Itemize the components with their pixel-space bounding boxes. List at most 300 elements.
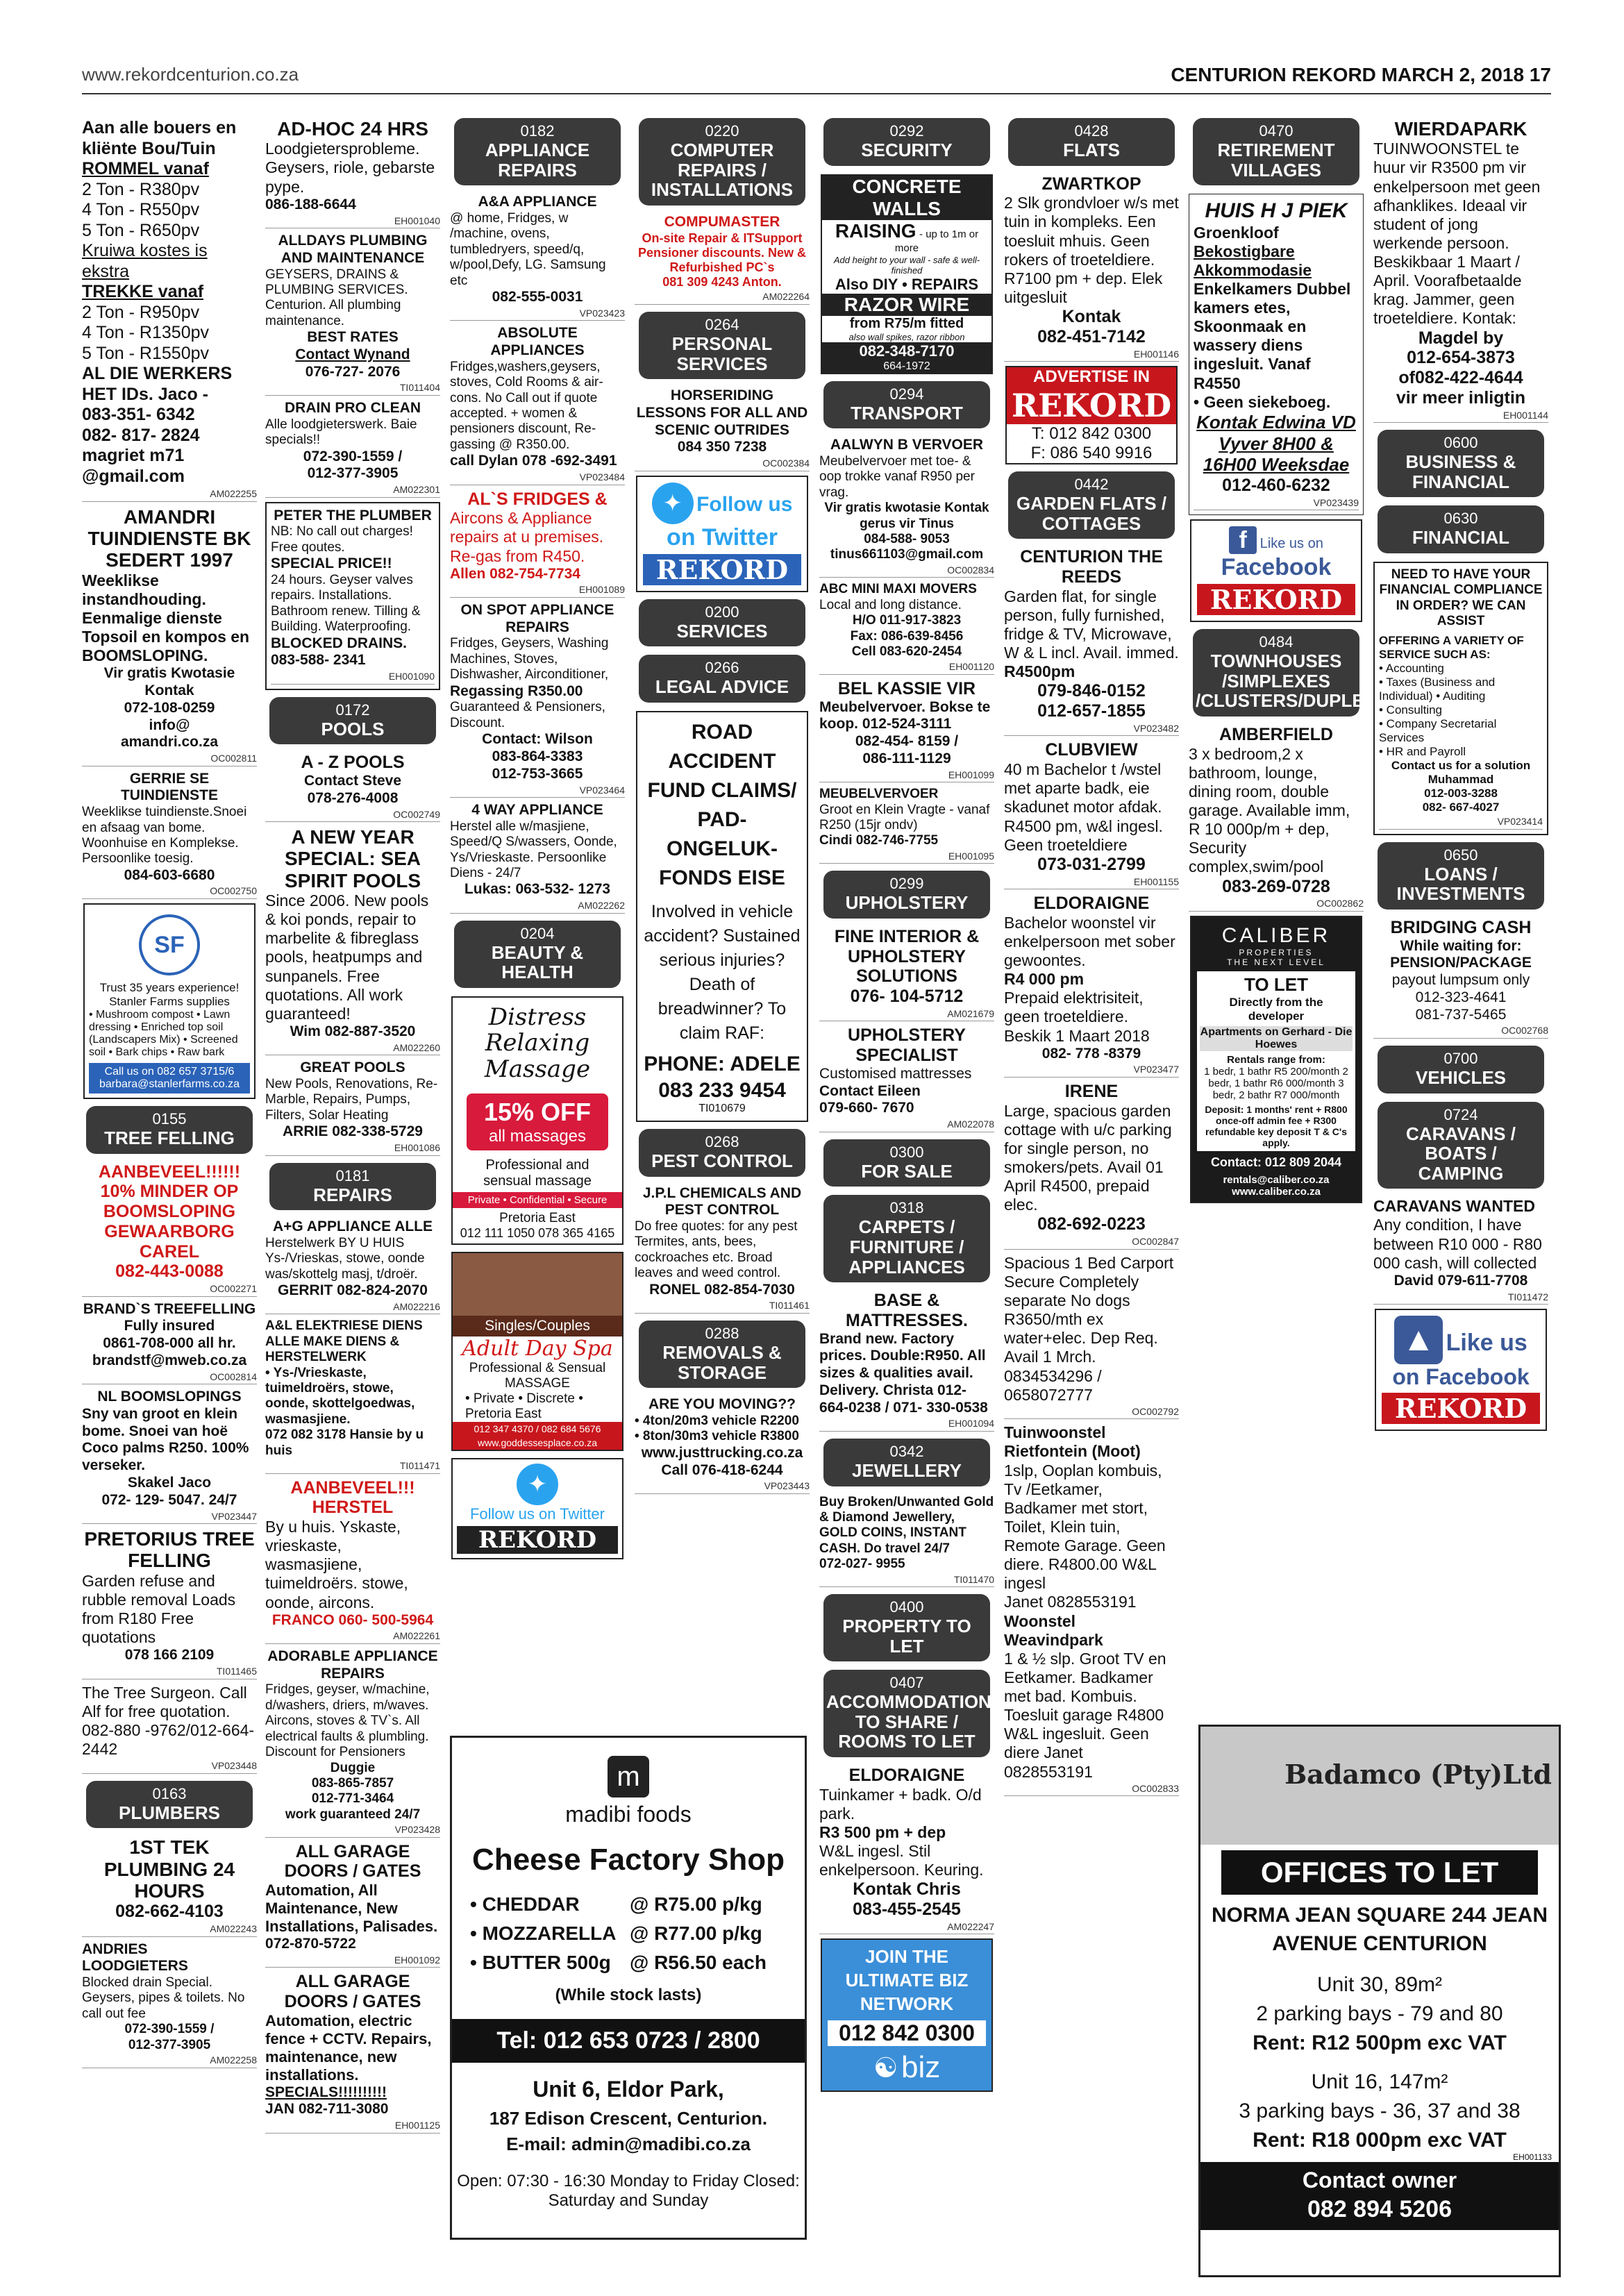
ad-title: 4 WAY APPLIANCE xyxy=(471,802,603,819)
ad-alldays xyxy=(265,233,440,396)
ad-sub: Contact Wynand xyxy=(295,346,410,362)
ad-text: • Ys-/Vrieskaste, tuimeldroërs, stowe, oonde, skottelgoedwas, wasmasjiene. xyxy=(265,1365,415,1427)
ad-spa-name: Adult Day Spa xyxy=(462,1336,613,1361)
section-number: 0264 xyxy=(705,316,739,333)
ad-title: A+G APPLIANCE ALLE xyxy=(272,1218,433,1235)
section-0182 xyxy=(454,118,621,185)
ad-wierdapark xyxy=(1373,118,1548,423)
section-number: 0407 xyxy=(889,1674,924,1692)
ad-ref: AM022258 xyxy=(82,2054,257,2068)
rekord-logo: REKORD xyxy=(1197,584,1355,615)
ad-badamco xyxy=(1198,1725,1561,2277)
ad-text: Alle loodgieterswerk. Baie specials!! xyxy=(265,417,417,448)
ad-gerrie xyxy=(82,771,257,899)
ad-title: Tuinwoonstel Rietfontein (Moot) xyxy=(1004,1423,1141,1461)
section-heading: TRANSPORT xyxy=(851,402,963,424)
ad-ref: EH001099 xyxy=(819,769,994,783)
ad-sub: TREKKE vanaf xyxy=(82,282,204,301)
section-0400 xyxy=(823,1594,990,1661)
ad-ref: VP023414 xyxy=(1379,816,1543,830)
ad-sub: Kontak Edwina VD Vyver 8H00 & 16H00 Weeksdae xyxy=(1196,411,1356,476)
ad-title: A NEW YEAR SPECIAL: SEA SPIRIT POOLS xyxy=(284,826,421,891)
ad-contact: Kontak 082-451-7142 xyxy=(1037,307,1146,346)
ad-text: Weeklikse tuindienste.Snoei en afsaag van bome. Woonhuise en Komplekse. Persoonlike toesig. xyxy=(82,805,247,866)
ad-concrete-walls xyxy=(821,174,993,374)
product-price: @ R77.00 p/kg xyxy=(630,1922,762,1944)
section-heading: POOLS xyxy=(321,718,385,739)
ad-ref: EH001155 xyxy=(1004,876,1179,890)
ad-contact: 072-390-1559 / 012-377-3905 xyxy=(303,448,403,482)
ad-jpl-chemicals xyxy=(635,1185,810,1314)
ad-ref: TI011471 xyxy=(265,1460,440,1474)
ad-ref: EH001040 xyxy=(265,215,440,229)
ad-text: On-site Repair & ITSupport Pensioner discounts. New & Refurbished PC`s xyxy=(637,231,807,275)
section-number: 0163 xyxy=(152,1784,187,1802)
section-heading: PROPERTY TO LET xyxy=(842,1616,971,1657)
ad-contact: Lukas: 063-532- 1273 xyxy=(464,881,611,898)
section-number: 0484 xyxy=(1259,633,1294,651)
ad-az-pools xyxy=(265,753,440,822)
ad-ref: EH001095 xyxy=(819,850,994,864)
ad-ref: AM022247 xyxy=(819,1921,994,1935)
ad-contact: 072 082 3178 Hansie by u huis xyxy=(265,1427,424,1458)
column-6 xyxy=(1004,118,1179,2277)
ad-text: Loodgietersprobleme. Geysers, riole, gebarste pype. xyxy=(265,140,435,196)
ad-title: ALL GARAGE DOORS / GATES xyxy=(284,1972,421,2012)
badamco-title: OFFICES TO LET xyxy=(1221,1850,1538,1895)
ad-text: 2 Slk grondvloer w/s met tuin in kompleks. Een toesluit mhuis. Geen rokers of troeteldiere. R7100 pm + dep. Elek uitgesluit xyxy=(1004,194,1179,306)
section-0299 xyxy=(823,871,990,919)
ad-title: Woonstel Weavindpark xyxy=(1004,1611,1103,1649)
ad-title: FINE INTERIOR & UPHOLSTERY SOLUTIONS xyxy=(834,926,980,987)
section-0288 xyxy=(639,1321,805,1388)
product-name: • CHEDDAR xyxy=(470,1893,580,1915)
ad-contact: 012 347 4370 / 082 684 5676 xyxy=(453,1422,622,1436)
ad-title: PETER THE PLUMBER xyxy=(274,507,432,523)
ad-great-pools xyxy=(265,1059,440,1155)
ad-ref: OC002768 xyxy=(1373,1025,1548,1039)
ad-the-reeds xyxy=(1004,547,1179,736)
madibi-price-row xyxy=(470,1919,805,1948)
ad-web: rentals@caliber.co.za www.caliber.co.za xyxy=(1223,1173,1330,1198)
ad-title: ELDORAIGNE xyxy=(1033,894,1150,914)
ad-bold: Contact Eileen xyxy=(819,1082,921,1099)
building-photo xyxy=(1200,1727,1559,1845)
section-0300 xyxy=(823,1139,990,1187)
section-number: 0470 xyxy=(1259,122,1294,140)
ad-bold: BLOCKED DRAINS. xyxy=(271,635,408,651)
ad-eldoraigne-flat xyxy=(1004,894,1179,1078)
ad-contact: Cindi 082-746-7755 xyxy=(819,833,939,848)
ad-absolute xyxy=(450,325,625,485)
ad-horseriding xyxy=(635,387,810,471)
ad-text: ADVERTISE IN xyxy=(1007,367,1176,387)
ad-goddesses-spa xyxy=(451,1252,623,1451)
section-heading: PLUMBERS xyxy=(119,1802,220,1823)
ad-bold: R4 000 pm xyxy=(1004,970,1085,989)
ad-ref: VP023448 xyxy=(82,1760,257,1774)
section-number: 0299 xyxy=(889,875,924,893)
ad-text: 2 Ton - R380pv 4 Ton - R550pv 5 Ton - R650pv xyxy=(82,179,200,240)
section-heading: FOR SALE xyxy=(861,1160,953,1182)
ad-text: Directly from the developer xyxy=(1229,995,1323,1023)
ad-title: CARAVANS WANTED xyxy=(1373,1197,1535,1216)
ad-contact: JAN 082-711-3080 xyxy=(265,2101,389,2118)
ad-al-elektriese xyxy=(265,1318,440,1473)
ad-ref: OC002792 xyxy=(1004,1406,1179,1420)
madibi-price-row xyxy=(470,1890,805,1919)
section-heading: BEAUTY & HEALTH xyxy=(491,941,584,983)
madibi-logo-text: madibi foods xyxy=(565,1802,692,1827)
section-0155 xyxy=(86,1106,253,1154)
madibi-logo-icon: m xyxy=(608,1756,649,1798)
ad-text: Do free quotes: for any pest Termites, ants, bees, cockroaches etc. Broad leaves and weed control. xyxy=(635,1219,798,1281)
ad-aa-appliance xyxy=(450,194,625,321)
ad-ref: AM022255 xyxy=(82,488,257,502)
madibi-email: E-mail: admin@madibi.co.za xyxy=(506,2134,751,2154)
ad-title: 1ST TEK PLUMBING 24 HOURS xyxy=(103,1836,235,1902)
ad-title: J.P.L CHEMICALS AND PEST CONTROL xyxy=(642,1184,802,1218)
ad-ref: EH001146 xyxy=(1004,349,1179,362)
ad-location: Pretoria East xyxy=(499,1211,576,1226)
ad-spacious-bed xyxy=(1004,1254,1179,1420)
column-4 xyxy=(635,118,810,1715)
ad-title: AMANDRI TUINDIENSTE BK SEDERT 1997 xyxy=(87,505,251,571)
ad-contact: Wim 082-887-3520 xyxy=(290,1023,416,1039)
ad-contact: Skakel Jaco 072- 129- 5047. 24/7 xyxy=(101,1475,237,1508)
ad-advertise-rekord xyxy=(1005,366,1178,464)
ad-contact: Vir gratis kwotasie Kontak gerus vir Tinus 084-588- 9053 tinus661103@gmail.com xyxy=(824,501,989,562)
section-number: 0204 xyxy=(520,924,555,942)
section-heading: REPAIRS xyxy=(313,1184,392,1205)
column-7 xyxy=(1189,118,1400,1715)
ad-text: 40 m Bachelor t /wstel met aparte badk, eie skadunet motor afdak. R4500 pm, w&l ingesl. Geen troeteldiere xyxy=(1004,760,1163,854)
ad-brands xyxy=(82,1301,257,1385)
ad-text: Herstelwerk BY U HUIS Ys-/Vrieskas, stowe, oonde was/skottelg masj, t/droër. xyxy=(265,1235,425,1282)
section-number: 0300 xyxy=(889,1143,924,1161)
section-number: 0294 xyxy=(889,385,924,403)
ad-bold: Brand new. Factory prices. Double:R950. All sizes & qualities avail. Delivery. Christa 012-664-0238 / 071- 330-0538 xyxy=(819,1330,988,1416)
ad-text: Like us xyxy=(1446,1330,1527,1357)
ad-ref: VP023447 xyxy=(82,1511,257,1525)
ad-contact: 082-454- 8159 / 086-111-1129 xyxy=(855,733,959,766)
ad-title: HORSERIDING LESSONS FOR ALL AND SCENIC OUTRIDES xyxy=(636,387,808,438)
ad-contact: 012 111 1050 078 365 4165 xyxy=(460,1226,615,1241)
product-name: • BUTTER 500g xyxy=(470,1952,611,1973)
ad-contact: Contact us for a solution Muhammad 012-003-3288 082- 667-4027 xyxy=(1391,758,1531,814)
ad-bel-kassie xyxy=(819,679,994,782)
ad-ag-appliance xyxy=(265,1218,440,1314)
madibi-unit: Unit 6, Eldor Park, xyxy=(533,2077,724,2102)
section-number: 0318 xyxy=(889,1199,924,1217)
section-heading: REMOVALS & STORAGE xyxy=(662,1341,782,1383)
ad-rommel xyxy=(82,118,257,502)
ad-contact: www.justtrucking.co.za Call 076-418-6244 xyxy=(641,1444,803,1478)
section-0342 xyxy=(823,1439,990,1486)
badamco-unit: Unit 30, 89m² xyxy=(1316,1973,1443,1996)
ad-huis-hj-piek xyxy=(1189,194,1364,515)
rekord-logo: REKORD xyxy=(1382,1393,1540,1424)
ad-sub: SPECIALS!!!!!!!!!! xyxy=(265,2084,387,2100)
ad-title: RAZOR WIRE xyxy=(822,294,991,316)
ad-contact: 082- 778 -8379 xyxy=(1041,1045,1141,1062)
section-number: 0182 xyxy=(520,122,555,140)
section-0724 xyxy=(1378,1102,1544,1189)
ad-phone: 082-662-4103 xyxy=(115,1902,224,1922)
thumbs-up-icon: ▲ xyxy=(1394,1316,1443,1364)
ad-ref: AM022264 xyxy=(635,291,810,305)
ad-title: A&A APPLIANCE xyxy=(478,194,597,210)
ad-phone: 664-1972 xyxy=(822,360,991,373)
ad-contact: 079-846-0152 012-657-1855 xyxy=(1037,681,1146,721)
ad-aalwyn xyxy=(819,437,994,578)
ad-deposit: Deposit: 1 months' rent + R800 once-off admin fee + R300 refundable key deposit T & C's apply. xyxy=(1205,1103,1348,1148)
ad-on-spot xyxy=(450,602,625,798)
ad-ref: AM022260 xyxy=(265,1042,440,1056)
ad-contact: Fully insured 0861-708-000 all hr. brandstf@mweb.co.za xyxy=(92,1318,247,1368)
ad-contact: 076-727- 2076 xyxy=(305,363,401,380)
section-heading: ACCOMMODATION TO SHARE / ROOMS TO LET xyxy=(826,1691,991,1752)
section-0292 xyxy=(823,118,990,166)
ad-bold: R4500pm xyxy=(1004,662,1075,681)
ad-title: ROAD ACCIDENT FUND CLAIMS/ PAD-ONGELUK-FONDS EISE xyxy=(647,720,797,889)
ad-title: AMBERFIELD xyxy=(1219,724,1333,744)
ad-bold: OFFERING A VARIETY OF SERVICE SUCH AS: xyxy=(1379,633,1524,661)
facebook-icon: f xyxy=(1229,526,1257,554)
biz-logo: biz xyxy=(901,2050,941,2084)
ad-offer: 15% OFF xyxy=(483,1098,592,1127)
ad-bold: SPECIAL PRICE!! xyxy=(271,555,392,572)
section-heading: LEGAL ADVICE xyxy=(655,676,789,698)
ad-ref: OC002833 xyxy=(1004,1783,1179,1797)
ad-ref: EH001094 xyxy=(819,1418,994,1432)
ad-title: GERRIE SE TUINDIENSTE xyxy=(120,770,218,804)
ad-ref: AM022301 xyxy=(265,484,440,498)
ad-ref: EH001086 xyxy=(265,1142,440,1156)
ad-text: Professional & Sensual MASSAGE xyxy=(469,1361,606,1391)
ad-title: MEUBELVERVOER xyxy=(819,787,939,802)
ad-twitter-rekord xyxy=(451,1458,623,1559)
ad-biz-network[interactable] xyxy=(821,1938,993,2091)
section-number: 0288 xyxy=(705,1324,739,1342)
ad-base-mattresses xyxy=(819,1291,994,1432)
ad-text: Large, spacious garden cottage with u/c parking for single person, no smokers/pets. Avail 01 April R4500, prepaid elec. xyxy=(1004,1101,1172,1214)
ad-title: Aan alle bouers en kliënte Bou/Tuin xyxy=(82,118,237,158)
ad-ref: AM022261 xyxy=(265,1630,440,1644)
ad-bold: R3 500 pm + dep xyxy=(819,1823,946,1842)
ad-ref: VP023443 xyxy=(635,1480,810,1494)
column-2 xyxy=(265,118,440,2277)
ad-ref: EH001092 xyxy=(265,1954,440,1968)
section-number: 0181 xyxy=(335,1166,370,1184)
column-5 xyxy=(819,118,994,2277)
ad-contact: FRANCO 060- 500-5964 xyxy=(271,1611,434,1628)
badamco-contact-label: Contact owner xyxy=(1200,2162,1559,2196)
ad-title: ALL GARAGE DOORS / GATES xyxy=(284,1841,421,1882)
ad-sub: ROMMEL vanaf xyxy=(82,159,209,178)
ad-bold: While waiting for: PENSION/PACKAGE xyxy=(1390,937,1532,971)
ad-text: 1 & ½ slp. Groot TV en Eetkamer. Badkamer met bad. Kombuis. Toesluit garage R4800 W&L ingesluit. Geen diere Janet 0828553191 xyxy=(1004,1649,1166,1781)
section-heading: LOANS / INVESTMENTS xyxy=(1396,863,1525,905)
section-heading: FINANCIAL xyxy=(1412,527,1510,548)
ad-ref: OC002862 xyxy=(1189,898,1364,912)
ad-fine-interior xyxy=(819,927,994,1022)
ad-adhoc xyxy=(265,118,440,228)
ad-text: Customised mattresses xyxy=(819,1065,972,1082)
ad-contact: 072-027- 9955 xyxy=(819,1557,905,1572)
product-price: @ R75.00 p/kg xyxy=(630,1893,762,1915)
ad-text: Herstel alle w/masjiene, Speed/Q S/wassers, Oonde, Ys/Vrieskaste. Persoonlike Diens - 24/7 xyxy=(450,819,617,881)
section-heading: VEHICLES xyxy=(1415,1066,1507,1088)
ad-contact: 078 166 2109 xyxy=(124,1647,215,1664)
ad-compumaster xyxy=(635,214,810,305)
section-heading: CARPETS / FURNITURE / APPLIANCES xyxy=(848,1216,965,1277)
section-number: 0200 xyxy=(705,603,739,621)
ad-contact: H/O 011-917-3823 Fax: 086-639-8456 Cell 083-620-2454 xyxy=(850,613,964,659)
section-heading: CARAVANS / BOATS / CAMPING xyxy=(1406,1123,1516,1184)
ad-title: BRIDGING CASH xyxy=(1390,917,1532,937)
ad-contact: 082-692-0223 xyxy=(1037,1214,1146,1234)
ad-title: Singles/Couples xyxy=(453,1316,622,1336)
ad-text: Groot en Klein Vragte - vanaf R250 (15jr ondv) xyxy=(819,802,990,832)
ad-jewellery xyxy=(819,1495,994,1588)
section-heading: SECURITY xyxy=(861,140,953,160)
ad-bold: Automation, All Maintenance, New Installations, Palisades. xyxy=(265,1882,438,1936)
ad-title: A&L ELEKTRIESE DIENS ALLE MAKE DIENS & HERSTELWERK xyxy=(265,1318,423,1365)
ad-garage-doors-2 xyxy=(265,1972,440,2133)
ad-contact: 083-269-0728 xyxy=(1222,876,1330,896)
section-number: 0400 xyxy=(889,1598,924,1616)
ad-bold: Meubelvervoer. Bokse te koop. 012-524-3111 xyxy=(819,698,991,732)
ad-contact: 084 350 7238 xyxy=(677,439,767,455)
section-number: 0172 xyxy=(335,701,370,719)
ad-title: NL BOOMSLOPINGS xyxy=(97,1389,242,1405)
ad-ref: TI011472 xyxy=(1373,1291,1548,1305)
ad-ref: VP023464 xyxy=(450,785,625,798)
ad-ref: EH001089 xyxy=(450,584,625,598)
ad-title: WIERDAPARK xyxy=(1394,118,1527,140)
ad-title: BASE & MATTRESSES. xyxy=(846,1291,968,1330)
ad-bold: Groenkloof xyxy=(1194,223,1279,242)
section-number: 0650 xyxy=(1443,846,1478,864)
ad-contact: 083-351- 6342 082- 817- 2824 magriet m71 @gmail.com xyxy=(82,405,200,486)
badamco-rent: Rent: R12 500pm exc VAT xyxy=(1253,2031,1507,2054)
ad-text: Fridges, Geysers, Washing Machines, Stoves, Dishwasher, Airconditioner, xyxy=(450,636,609,682)
ad-caliber xyxy=(1190,916,1362,1203)
ad-ref: TI011470 xyxy=(819,1574,994,1588)
ad-irene xyxy=(1004,1082,1179,1250)
ad-contact: 073-031-2799 xyxy=(1037,854,1146,874)
ad-garage-doors-1 xyxy=(265,1842,440,1968)
ad-sea-spirit xyxy=(265,826,440,1055)
section-number: 0292 xyxy=(889,122,924,140)
ad-ref: TI011465 xyxy=(82,1666,257,1679)
ad-ref: OC002814 xyxy=(82,1371,257,1385)
ad-contact: 083-588- 2341 xyxy=(271,652,366,669)
ad-text: 3 x bedroom,2 x bathroom, lounge, dining room, double garage. Available imm, R 10 000p/m + dep, Security complex,swim/pool xyxy=(1189,744,1350,876)
ad-title: DRAIN PRO CLEAN xyxy=(284,399,421,416)
ad-title: ABC MINI MAXI MOVERS xyxy=(819,582,977,597)
ad-contact: RONEL 082-854-7030 xyxy=(649,1281,795,1298)
section-0700 xyxy=(1378,1046,1544,1093)
ad-ref: TI010679 xyxy=(698,1102,746,1114)
ad-ref: AM022216 xyxy=(265,1301,440,1315)
ad-ref: OC002384 xyxy=(635,458,810,471)
ad-text: Fridges, geyser, w/machine, d/washers, driers, m/waves. Aircons, stoves & TV`s. All electrical faults & plumbling. Discount for Pensioners xyxy=(265,1682,430,1760)
ad-text: Spacious 1 Bed Carport Secure Completely separate No dogs R3650/mth ex water+elec. Dep Req. Avail 1 Mrch. 0834534296 / 0658072777 xyxy=(1004,1253,1174,1404)
ad-upholstery-specialist xyxy=(819,1025,994,1132)
ad-title: BRAND`S TREEFELLING xyxy=(83,1300,256,1317)
badamco-phone: 082 894 5206 xyxy=(1200,2196,1559,2230)
section-0428 xyxy=(1008,118,1175,166)
ad-madibi-foods xyxy=(450,1736,807,2240)
section-0220 xyxy=(639,118,805,206)
ad-text: - up to 1m or more xyxy=(894,228,979,254)
ad-ref: OC002750 xyxy=(82,885,257,899)
ad-follow-twitter xyxy=(636,476,808,592)
badamco-address: NORMA JEAN SQUARE 244 JEAN AVENUE CENTURION xyxy=(1212,1904,1548,1955)
ad-facebook-rekord xyxy=(1190,519,1362,622)
ad-ref: OC002834 xyxy=(819,564,994,578)
ad-title: Distress Relaxing Massage xyxy=(484,1003,591,1083)
ad-text: GEYSERS, DRAINS & PLUMBING SERVICES. Centurion. All plumbing maintenance. xyxy=(265,267,408,328)
ad-raf-claims xyxy=(636,711,808,1122)
ad-als-fridges xyxy=(450,489,625,598)
ad-contact: payout lumpsum only 012-323-4641 081-737-5465 xyxy=(1391,972,1530,1023)
ad-title: ARE YOU MOVING?? xyxy=(648,1396,796,1413)
section-heading: JEWELLERY xyxy=(852,1459,962,1481)
site-url: www.rekordcenturion.co.za xyxy=(82,64,299,85)
ad-like-facebook xyxy=(1375,1309,1547,1431)
ad-text: Any condition, I have between R10 000 - R80 000 cash, will collected xyxy=(1373,1216,1542,1272)
badamco-rent: Rent: R18 000pm exc VAT xyxy=(1253,2129,1507,2152)
ad-ref: AM021679 xyxy=(819,1008,994,1022)
ad-text: THE NEXT LEVEL xyxy=(1227,957,1325,967)
ad-text: By u huis. Yskaste, vrieskaste, wasmasjiene, tuimeldroërs. stowe, oonde, aircons. xyxy=(265,1518,408,1611)
ad-contact: 072-390-1559 / 012-377-3905 xyxy=(124,2022,215,2052)
section-0484 xyxy=(1193,629,1400,717)
ad-bold: Automation, electric fence + CCTV. Repairs, maintenance, new installations. xyxy=(265,2011,432,2084)
ad-title: TO LET xyxy=(1244,973,1308,995)
section-number: 0724 xyxy=(1443,1105,1478,1123)
ad-text: RAISING xyxy=(835,219,916,242)
section-0407 xyxy=(823,1670,990,1757)
ad-text: also wall spikes, razor ribbon xyxy=(848,331,965,342)
ad-pretorius xyxy=(82,1528,257,1679)
ad-ref: VP023439 xyxy=(1194,497,1359,511)
ad-text: Local and long distance. xyxy=(819,597,962,612)
ad-bold: BEST RATES xyxy=(307,329,399,346)
product-name: • MOZZARELLA xyxy=(470,1922,617,1944)
ad-text: Prepaid elektrisiteit, geen troeteldiere. Beskik 1 Maart 2018 xyxy=(1004,989,1150,1045)
ad-text: Also DIY • REPAIRS xyxy=(835,275,979,293)
ad-title: JOIN THE ULTIMATE BIZ NETWORK xyxy=(845,1946,969,2015)
ad-phone: 012 842 0300 xyxy=(828,2020,986,2046)
ad-text: Private • Confidential • Secure xyxy=(453,1192,622,1208)
header-rule xyxy=(82,93,1551,94)
ad-text: on Twitter xyxy=(667,523,778,551)
ad-text: Bachelor woonstel vir enkelpersoon met sober gewoontes. xyxy=(1004,913,1175,970)
section-heading: BUSINESS & FINANCIAL xyxy=(1405,451,1516,492)
ad-title: UPHOLSTERY SPECIALIST xyxy=(848,1025,966,1066)
ad-ref: EH001120 xyxy=(819,661,994,675)
ad-ref: VP023482 xyxy=(1004,723,1179,737)
ad-text: 1slp, Ooplan kombuis, Tv /Eetkamer, Badkamer met stort, Toilet, Klein tuin, Remote Garage. Geen diere. R4800.00 W&L ingesl Janet 0828553191 xyxy=(1004,1461,1166,1611)
ad-list: • Mushroom compost • Lawn dressing • Enriched top soil (Landscapers Mix) • Screened soil • Bark chips • Raw bark xyxy=(89,1009,238,1058)
ad-phone-label: PHONE: ADELE xyxy=(644,1052,801,1075)
ad-ref: TI011461 xyxy=(635,1300,810,1314)
ad-phone: 086-188-6644 xyxy=(265,196,356,212)
